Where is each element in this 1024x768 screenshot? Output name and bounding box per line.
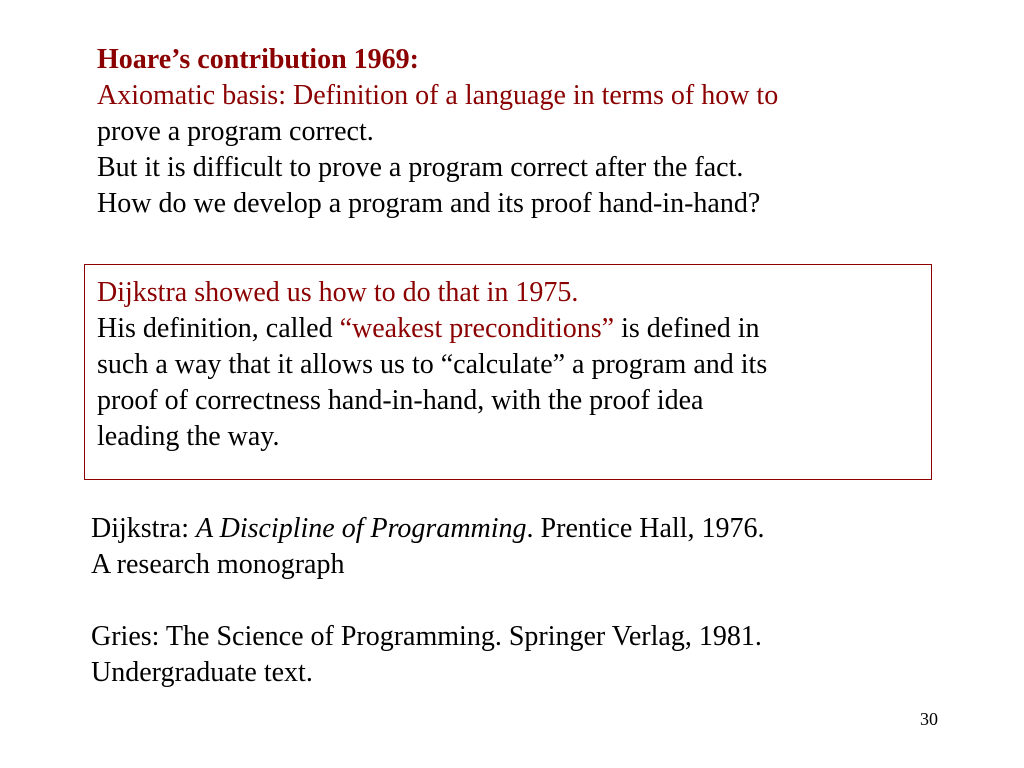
callout-line2-suffix: is defined in [614,313,760,344]
intro-section [97,42,778,222]
weakest-preconditions-term: “weakest preconditions” [339,313,615,344]
references-section [91,511,765,691]
callout-line1: Dijkstra showed us how to do that in 1975. [97,277,579,308]
callout-line3: such a way that it allows us to “calculate” a program and its [97,349,768,380]
callout-line2-prefix: His definition, called [97,313,340,344]
dijkstra-callout-box [84,264,932,480]
dijkstra-publisher: . Prentice Hall, 1976. [526,513,765,544]
development-question: How do we develop a program and its proof hand-in-hand? [97,188,761,219]
axiomatic-basis-line1: Axiomatic basis: Definition of a language in terms of how to [97,80,779,111]
dijkstra-author: Dijkstra: [91,513,196,544]
dijkstra-reference-note: A research monograph [91,549,345,580]
axiomatic-basis-line2: prove a program correct. [97,116,374,147]
difficulty-statement: But it is difficult to prove a program correct after the fact. [97,152,744,183]
dijkstra-reference [91,511,765,547]
callout-text [97,275,767,455]
dijkstra-book-title: A Discipline of Programming [196,513,527,544]
slide-number: 30 [920,709,938,729]
reference-spacer [91,583,765,619]
gries-reference-note: Undergraduate text. [91,657,313,688]
callout-line4: proof of correctness hand-in-hand, with the proof idea [97,385,704,416]
callout-line2 [97,311,767,347]
callout-line5: leading the way. [97,421,280,452]
gries-reference: Gries: The Science of Programming. Springer Verlag, 1981. [91,621,762,652]
slide-heading: Hoare’s contribution 1969: [97,44,419,75]
